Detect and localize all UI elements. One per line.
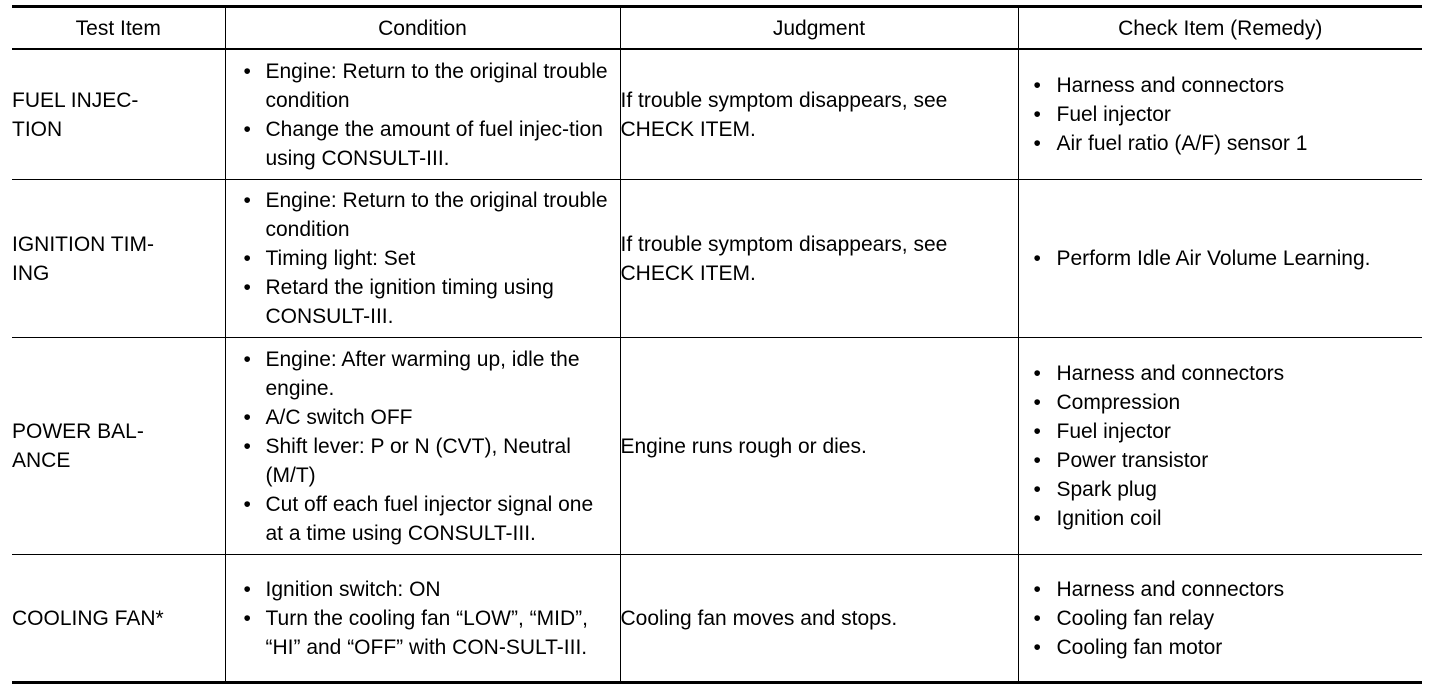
active-test-table bbox=[12, 5, 1422, 684]
condition-item: • Ignition switch: ON bbox=[226, 575, 620, 604]
condition-item: • Change the amount of fuel injec-tion using CONSULT-III. bbox=[226, 115, 620, 173]
check-item: • Perform Idle Air Volume Learning. bbox=[1019, 244, 1423, 273]
judgment-cell: If trouble symptom disappears, see CHECK ITEM. bbox=[620, 49, 1018, 180]
judgment-cell: Cooling fan moves and stops. bbox=[620, 555, 1018, 683]
check-item: • Cooling fan motor bbox=[1019, 633, 1423, 662]
judgment-cell: If trouble symptom disappears, see CHECK ITEM. bbox=[620, 180, 1018, 338]
table-header-row bbox=[12, 7, 1422, 50]
test-item-line: ANCE bbox=[12, 449, 71, 472]
test-item-line: FUEL INJEC- bbox=[12, 88, 139, 112]
header-test-item: Test Item bbox=[12, 7, 225, 50]
check-item-cell bbox=[1018, 555, 1422, 683]
check-item-cell bbox=[1018, 338, 1422, 555]
condition-item: • A/C switch OFF bbox=[226, 403, 620, 432]
header-condition: Condition bbox=[225, 7, 620, 50]
test-item-line: TION bbox=[12, 117, 63, 141]
condition-item: • Engine: After warming up, idle the engine. bbox=[226, 345, 620, 403]
check-item: • Fuel injector bbox=[1019, 417, 1423, 446]
table-row-cooling-fan bbox=[12, 555, 1422, 683]
check-item: • Ignition coil bbox=[1019, 504, 1423, 533]
test-item-cell bbox=[12, 555, 225, 683]
table-row-ignition-timing bbox=[12, 180, 1422, 338]
condition-cell bbox=[225, 338, 620, 555]
check-item: • Compression bbox=[1019, 388, 1423, 417]
check-item-cell bbox=[1018, 49, 1422, 180]
test-item-cell bbox=[12, 49, 225, 180]
check-item: • Spark plug bbox=[1019, 475, 1423, 504]
check-item: • Power transistor bbox=[1019, 446, 1423, 475]
test-item-line: IGNITION TIM- bbox=[12, 232, 154, 256]
condition-item: • Shift lever: P or N (CVT), Neutral (M/T) bbox=[226, 432, 620, 490]
condition-cell bbox=[225, 555, 620, 683]
header-check-item: Check Item (Remedy) bbox=[1018, 7, 1422, 50]
check-item: • Harness and connectors bbox=[1019, 575, 1423, 604]
check-item: • Cooling fan relay bbox=[1019, 604, 1423, 633]
condition-item: • Turn the cooling fan “LOW”, “MID”, “HI” and “OFF” with CON-SULT-III. bbox=[226, 604, 620, 662]
table-row-power-balance bbox=[12, 338, 1422, 555]
test-item-line: COOLING FAN* bbox=[12, 606, 164, 630]
check-item: • Air fuel ratio (A/F) sensor 1 bbox=[1019, 129, 1423, 158]
judgment-cell: Engine runs rough or dies. bbox=[620, 338, 1018, 555]
condition-cell bbox=[225, 180, 620, 338]
table-row-fuel-injection bbox=[12, 49, 1422, 180]
condition-item: • Retard the ignition timing using CONSULT-III. bbox=[226, 273, 620, 331]
test-item-line: POWER BAL- bbox=[12, 420, 144, 443]
header-judgment: Judgment bbox=[620, 7, 1018, 50]
condition-cell bbox=[225, 49, 620, 180]
condition-item: • Timing light: Set bbox=[226, 244, 620, 273]
check-item: • Harness and connectors bbox=[1019, 359, 1423, 388]
test-item-cell bbox=[12, 338, 225, 555]
check-item: • Harness and connectors bbox=[1019, 71, 1423, 100]
check-item: • Fuel injector bbox=[1019, 100, 1423, 129]
condition-item: • Cut off each fuel injector signal one at a time using CONSULT-III. bbox=[226, 490, 620, 548]
check-item-cell bbox=[1018, 180, 1422, 338]
condition-item: • Engine: Return to the original trouble condition bbox=[226, 186, 620, 244]
condition-item: • Engine: Return to the original trouble condition bbox=[226, 57, 620, 115]
test-item-line: ING bbox=[12, 261, 50, 285]
test-item-cell bbox=[12, 180, 225, 338]
